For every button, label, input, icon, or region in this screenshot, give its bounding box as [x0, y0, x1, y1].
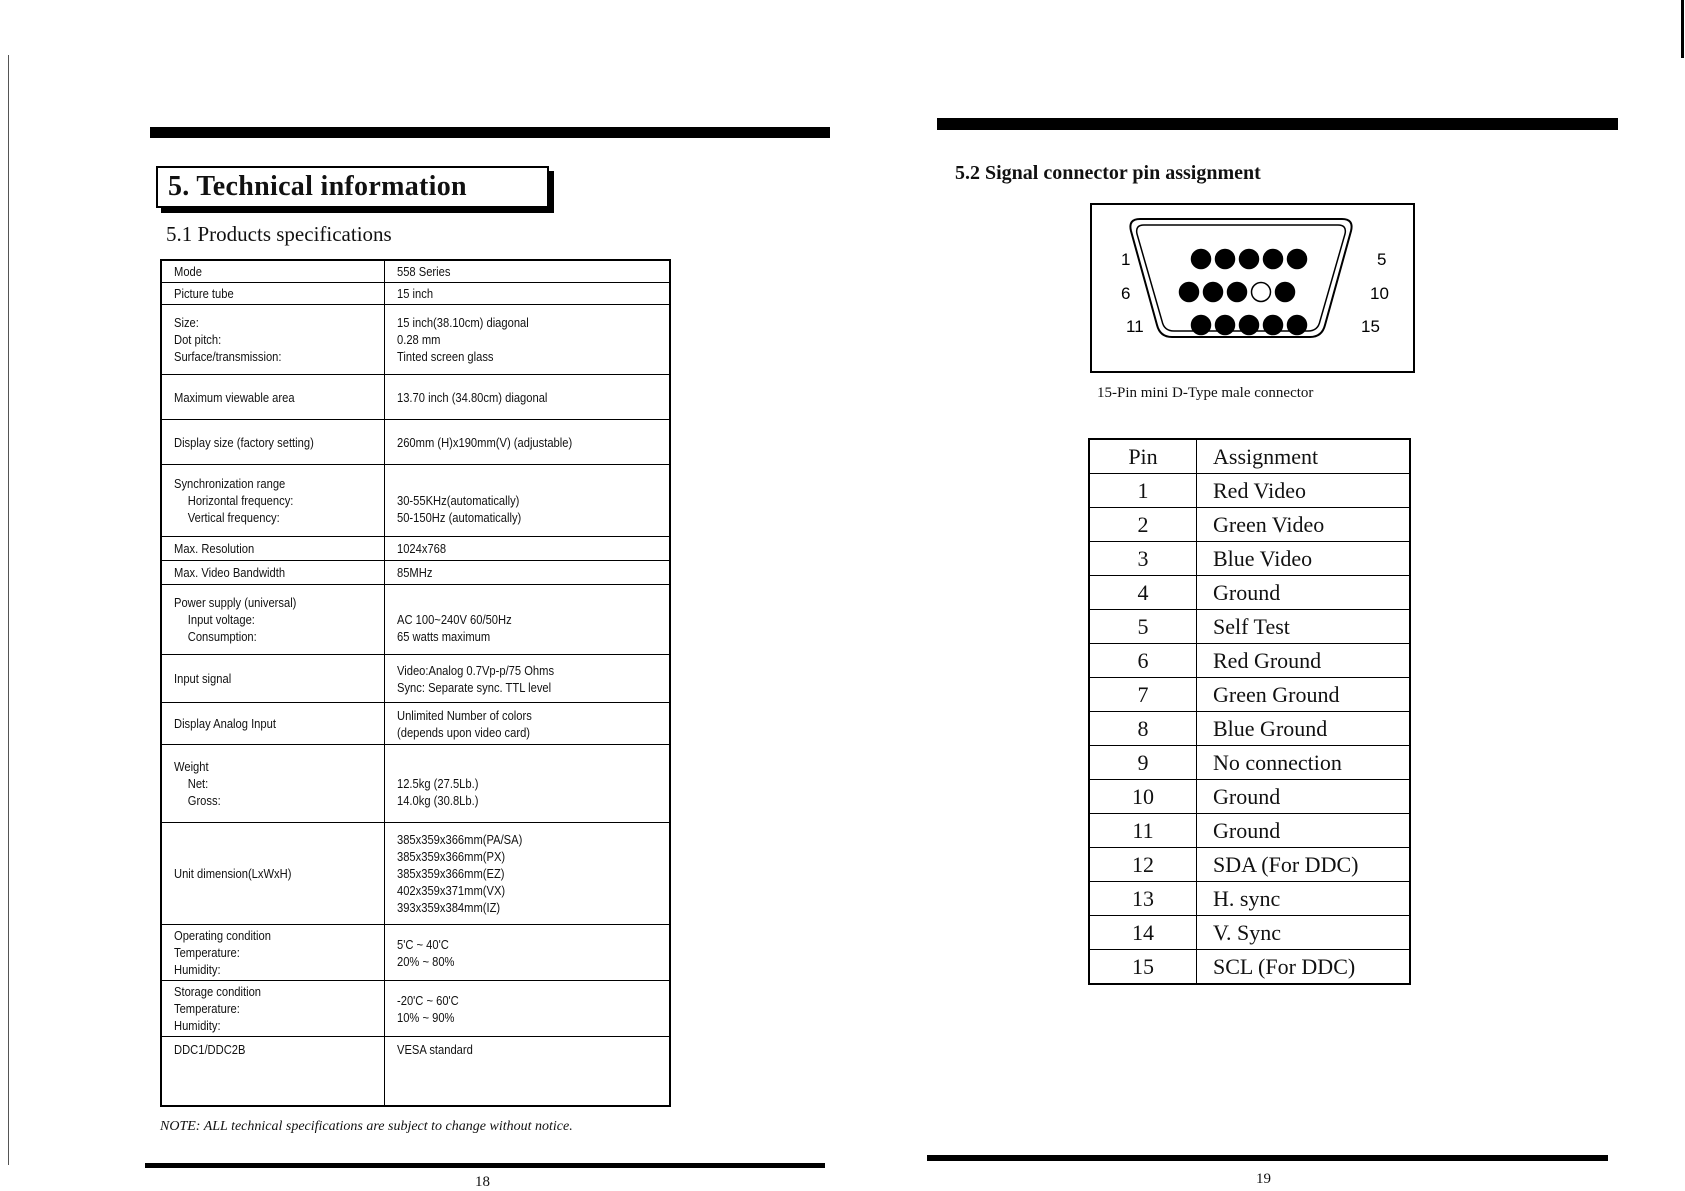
spec-label-cell	[174, 823, 379, 924]
spec-label: Temperature:	[174, 1001, 240, 1016]
pin-number: 2	[1089, 508, 1197, 542]
pin-number: 12	[1089, 848, 1197, 882]
connector-pin	[1288, 250, 1307, 269]
right-bottom-rule	[927, 1155, 1608, 1161]
spec-row	[162, 981, 669, 1037]
pin-row	[1089, 814, 1410, 848]
subsection-title: 5.1 Products specifications	[166, 222, 392, 246]
spec-value-cell	[397, 823, 663, 924]
spec-label-cell	[174, 981, 379, 1036]
left-bottom-rule	[145, 1163, 825, 1168]
spec-value-cell	[397, 283, 663, 304]
spec-value: 85MHz	[397, 565, 433, 580]
spec-value-cell	[397, 261, 663, 282]
spec-value: 13.70 inch (34.80cm) diagonal	[397, 389, 548, 405]
pin-number: 10	[1089, 780, 1197, 814]
connector-pin	[1216, 316, 1235, 335]
row3-start-label: 11	[1126, 317, 1144, 336]
spec-value-cell	[397, 561, 663, 584]
connector-pin	[1216, 250, 1235, 269]
spec-value: 402x359x371mm(VX)	[397, 883, 506, 898]
spec-value: 20% ~ 80%	[397, 953, 455, 969]
right-top-rule	[937, 118, 1618, 130]
spec-label-cell	[174, 561, 379, 584]
section-title-box	[156, 166, 549, 208]
spec-label: Size:	[174, 315, 199, 330]
pin-assignment: Ground	[1197, 780, 1411, 814]
spec-note: NOTE: ALL technical specifications are subject to change without notice.	[160, 1119, 573, 1134]
spec-row	[162, 305, 669, 375]
spec-row	[162, 283, 669, 305]
pin-number: 6	[1089, 644, 1197, 678]
spec-label: Gross:	[187, 793, 221, 808]
pin-assignment: Blue Video	[1197, 542, 1411, 576]
connector-pin	[1288, 316, 1307, 335]
spec-label: Maximum viewable area	[174, 389, 295, 405]
spec-value: Unlimited Number of colors	[397, 707, 532, 723]
pin-row	[1089, 508, 1410, 542]
spec-label-cell	[174, 1037, 379, 1061]
connector-pin	[1264, 316, 1283, 335]
spec-label: Display size (factory setting)	[174, 434, 314, 450]
pin-row	[1089, 542, 1410, 576]
pin-number: 4	[1089, 576, 1197, 610]
pin-row	[1089, 746, 1410, 780]
spec-label-cell	[174, 283, 379, 304]
row2-end-label: 10	[1370, 284, 1389, 303]
spec-value: 15 inch(38.10cm) diagonal	[397, 315, 529, 330]
row1-start-label: 1	[1121, 250, 1131, 269]
connector-pin	[1240, 316, 1259, 335]
spec-value: 260mm (H)x190mm(V) (adjustable)	[397, 434, 573, 450]
spec-label: Horizontal frequency:	[187, 493, 294, 508]
spec-value: 385x359x366mm(PA/SA)	[397, 832, 523, 847]
connector-pin-empty	[1252, 283, 1271, 302]
spec-label: Storage condition	[174, 984, 262, 999]
spec-label: Net:	[187, 776, 209, 791]
spec-label: Vertical frequency:	[187, 510, 280, 525]
spec-value	[397, 594, 626, 611]
spec-value: 15 inch	[397, 286, 434, 301]
spec-value	[397, 758, 626, 775]
spec-row	[162, 420, 669, 465]
pin-row	[1089, 678, 1410, 712]
spec-value: 5'C ~ 40'C	[397, 936, 449, 952]
pin-number: 8	[1089, 712, 1197, 746]
spec-label: Dot pitch:	[174, 332, 222, 347]
spec-value: Tinted screen glass	[397, 349, 494, 364]
spec-value: 10% ~ 90%	[397, 1009, 455, 1025]
pin-number: 9	[1089, 746, 1197, 780]
spec-label: Power supply (universal)	[174, 595, 297, 610]
spec-label: Synchronization range	[174, 476, 286, 491]
pin-column-header: Pin	[1089, 439, 1197, 474]
spec-label: Weight	[174, 759, 209, 774]
pin-assignment-table	[1088, 438, 1411, 985]
spec-value-cell	[397, 537, 663, 560]
spec-value: 385x359x366mm(PX)	[397, 849, 506, 864]
connector-pin	[1192, 250, 1211, 269]
spec-label-cell	[174, 537, 379, 560]
connector-pin	[1276, 283, 1295, 302]
spec-value: 393x359x384mm(IZ)	[397, 900, 501, 915]
spec-label-cell	[174, 703, 379, 744]
spec-row	[162, 925, 669, 981]
spec-label: Input signal	[174, 671, 232, 686]
spec-value-cell	[397, 305, 663, 374]
spec-label: Consumption:	[187, 629, 257, 644]
pin-number: 14	[1089, 916, 1197, 950]
pin-row	[1089, 882, 1410, 916]
pin-assignment: Blue Ground	[1197, 712, 1411, 746]
spec-label: Mode	[174, 264, 202, 279]
spec-label-cell	[174, 261, 379, 282]
connector-pin	[1204, 283, 1223, 302]
scan-edge-line	[8, 55, 9, 1165]
pin-assignment: Red Video	[1197, 474, 1411, 508]
spec-label: Surface/transmission:	[174, 349, 282, 364]
spec-label: Max. Video Bandwidth	[174, 565, 286, 580]
spec-value: Video:Analog 0.7Vp-p/75 Ohms	[397, 662, 555, 678]
pin-row	[1089, 474, 1410, 508]
pin-number: 1	[1089, 474, 1197, 508]
spec-value-cell	[397, 745, 663, 822]
spec-value: 1024x768	[397, 541, 447, 556]
pin-assignment: Green Ground	[1197, 678, 1411, 712]
connector-pin	[1264, 250, 1283, 269]
spec-value	[397, 475, 626, 492]
assignment-column-header: Assignment	[1197, 439, 1411, 474]
pin-assignment: Green Video	[1197, 508, 1411, 542]
pin-assignment: Red Ground	[1197, 644, 1411, 678]
spec-label-cell	[174, 375, 379, 419]
spec-value-cell	[397, 703, 663, 744]
page-number-left: 18	[475, 1174, 490, 1190]
spec-row	[162, 745, 669, 823]
row1-end-label: 5	[1377, 250, 1387, 269]
row3-end-label: 15	[1361, 317, 1380, 336]
pin-row	[1089, 576, 1410, 610]
spec-label: Picture tube	[174, 286, 234, 301]
scan-edge-mark	[1681, 0, 1684, 58]
pin-number: 13	[1089, 882, 1197, 916]
row2-start-label: 6	[1121, 284, 1131, 303]
connector-pin	[1192, 316, 1211, 335]
pin-assignment: No connection	[1197, 746, 1411, 780]
spec-label: DDC1/DDC2B	[174, 1041, 246, 1057]
spec-row	[162, 561, 669, 585]
spec-row	[162, 823, 669, 925]
spec-row	[162, 261, 669, 283]
spec-value: (depends upon video card)	[397, 724, 531, 740]
spec-label: Operating condition	[174, 928, 271, 943]
spec-label: Max. Resolution	[174, 541, 255, 556]
pin-row	[1089, 644, 1410, 678]
connector-section-title: 5.2 Signal connector pin assignment	[955, 162, 1261, 184]
spec-row	[162, 585, 669, 655]
pin-row	[1089, 712, 1410, 746]
spec-label: Humidity:	[174, 1018, 221, 1033]
pin-row	[1089, 610, 1410, 644]
spec-row	[162, 375, 669, 420]
pin-row	[1089, 780, 1410, 814]
spec-label: Temperature:	[174, 945, 240, 960]
spec-value: 558 Series	[397, 264, 451, 279]
pin-number: 15	[1089, 950, 1197, 985]
pin-row	[1089, 916, 1410, 950]
connector-diagram	[1090, 203, 1415, 373]
spec-value-cell	[397, 465, 663, 536]
spec-value: 14.0kg (30.8Lb.)	[397, 793, 479, 808]
pin-assignment: H. sync	[1197, 882, 1411, 916]
pin-assignment: Ground	[1197, 576, 1411, 610]
spec-value-cell	[397, 420, 663, 464]
spec-label-cell	[174, 305, 379, 374]
pin-table-header-row	[1089, 439, 1410, 474]
spec-value: 65 watts maximum	[397, 629, 491, 644]
spec-table	[160, 259, 671, 1107]
section-title: 5. Technical information	[168, 171, 467, 202]
pin-assignment: V. Sync	[1197, 916, 1411, 950]
spec-label: Display Analog Input	[174, 716, 276, 731]
left-top-rule	[150, 127, 830, 138]
spec-row	[162, 1037, 669, 1061]
spec-label-cell	[174, 465, 379, 536]
spec-label-cell	[174, 585, 379, 654]
connector-pin	[1240, 250, 1259, 269]
spec-value: 385x359x366mm(EZ)	[397, 866, 505, 881]
pin-number: 11	[1089, 814, 1197, 848]
spec-value: 12.5kg (27.5Lb.)	[397, 776, 479, 791]
spec-value: 50-150Hz (automatically)	[397, 510, 522, 525]
pin-assignment: Ground	[1197, 814, 1411, 848]
spec-value: AC 100~240V 60/50Hz	[397, 612, 512, 627]
pin-row	[1089, 950, 1410, 985]
pin-row	[1089, 848, 1410, 882]
spec-label: Input voltage:	[187, 612, 255, 627]
pin-assignment: SCL (For DDC)	[1197, 950, 1411, 985]
vga-connector-drawing	[1092, 205, 1413, 371]
spec-value: VESA standard	[397, 1041, 473, 1057]
spec-value: 0.28 mm	[397, 332, 441, 347]
connector-pin	[1228, 283, 1247, 302]
spec-value-cell	[397, 981, 663, 1036]
spec-label: Humidity:	[174, 962, 221, 977]
spec-value: 30-55KHz(automatically)	[397, 493, 520, 508]
spec-label-cell	[174, 420, 379, 464]
spec-value: -20'C ~ 60'C	[397, 992, 459, 1008]
pin-number: 7	[1089, 678, 1197, 712]
spec-label-cell	[174, 745, 379, 822]
spec-value-cell	[397, 1037, 663, 1061]
page-number-right: 19	[1256, 1171, 1271, 1187]
spec-row	[162, 537, 669, 561]
spec-label-cell	[174, 925, 379, 980]
spec-value-cell	[397, 585, 663, 654]
spec-row	[162, 703, 669, 745]
spec-label-cell	[174, 655, 379, 702]
spec-value-cell	[397, 375, 663, 419]
pin-assignment: Self Test	[1197, 610, 1411, 644]
connector-caption: 15-Pin mini D-Type male connector	[1097, 385, 1314, 401]
pin-assignment: SDA (For DDC)	[1197, 848, 1411, 882]
spec-value: Sync: Separate sync. TTL level	[397, 679, 552, 695]
spec-value-cell	[397, 655, 663, 702]
spec-row	[162, 465, 669, 537]
spec-row	[162, 655, 669, 703]
spec-value-cell	[397, 925, 663, 980]
pin-number: 5	[1089, 610, 1197, 644]
spec-label: Unit dimension(LxWxH)	[174, 866, 292, 881]
connector-pin	[1180, 283, 1199, 302]
pin-number: 3	[1089, 542, 1197, 576]
